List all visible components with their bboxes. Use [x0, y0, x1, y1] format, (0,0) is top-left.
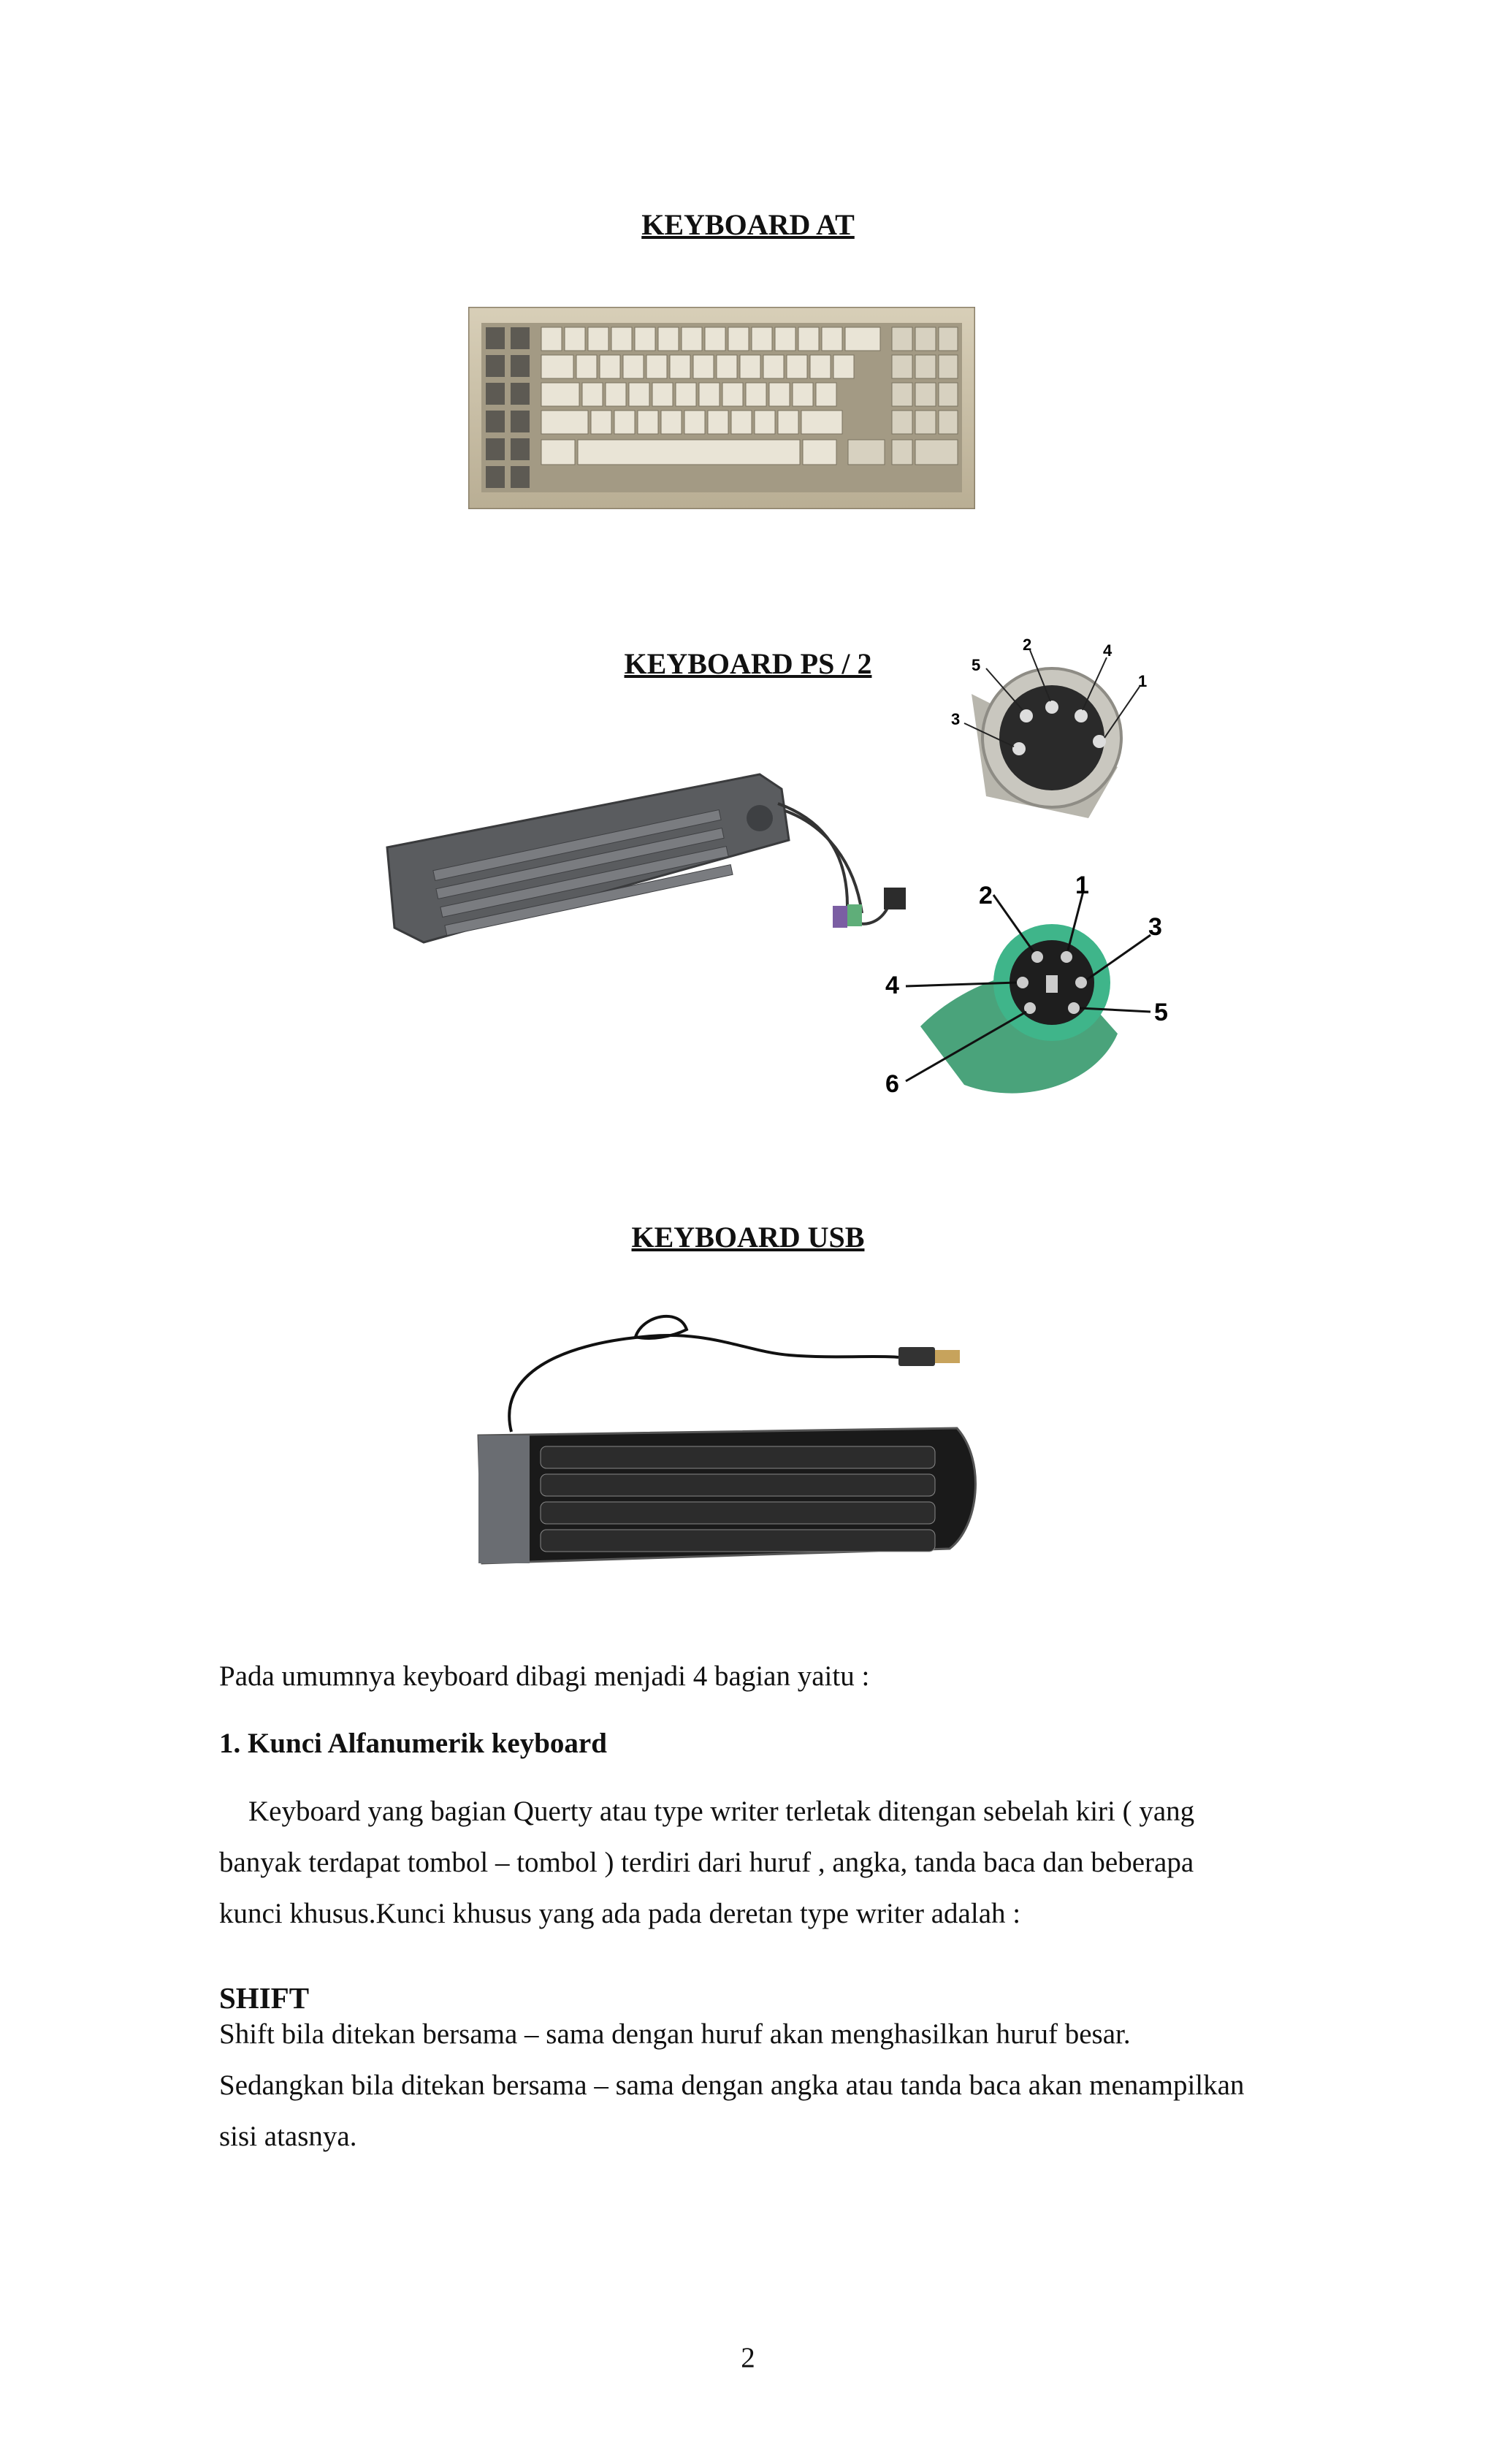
section-title: 1. Kunci Alfanumerik keyboard	[219, 1728, 607, 1759]
ps2-male-connector-image	[877, 866, 1183, 1107]
pin-label: 5	[1154, 999, 1168, 1026]
intro-paragraph: Pada umumnya keyboard dibagi menjadi 4 bagian yaitu :	[219, 1660, 870, 1692]
pin-label: 4	[885, 972, 899, 999]
shift-title: SHIFT	[219, 1981, 310, 2015]
keyboard-ps2-image	[380, 760, 928, 950]
page-number: 2	[741, 2342, 755, 2373]
pin-label: 3	[951, 710, 961, 728]
shift-line: Shift bila ditekan bersama – sama dengan huruf akan menghasilkan huruf besar.	[219, 2018, 1131, 2050]
shift-line: sisi atasnya.	[219, 2121, 357, 2152]
keyboard-at-image	[468, 307, 975, 509]
pin-label: 3	[1148, 913, 1162, 941]
pin-label: 4	[1103, 641, 1113, 660]
pin-label: 2	[979, 882, 993, 909]
pin-label: 1	[1075, 871, 1089, 899]
heading-keyboard-usb: KEYBOARD USB	[631, 1221, 865, 1254]
heading-keyboard-at: KEYBOARD AT	[641, 208, 855, 241]
shift-line: Sedangkan bila ditekan bersama – sama dengan angka atau tanda baca akan menampilkan	[219, 2070, 1245, 2101]
pin-label: 6	[885, 1070, 899, 1098]
section-line: Keyboard yang bagian Querty atau type writer terletak ditengan sebelah kiri ( yang	[248, 1796, 1195, 1827]
pin-label: 5	[972, 656, 981, 674]
section-line: banyak terdapat tombol – tombol ) terdiri dari huruf , angka, tanda baca dan beberapa	[219, 1847, 1194, 1878]
pin-label: 1	[1138, 672, 1148, 690]
pin-label: 2	[1023, 636, 1032, 654]
ps2-female-connector-image	[942, 636, 1176, 833]
heading-keyboard-ps2: KEYBOARD PS / 2	[624, 647, 872, 680]
section-line: kunci khusus.Kunci khusus yang ada pada deretan type writer adalah :	[219, 1898, 1021, 1929]
keyboard-usb-image	[453, 1286, 979, 1578]
